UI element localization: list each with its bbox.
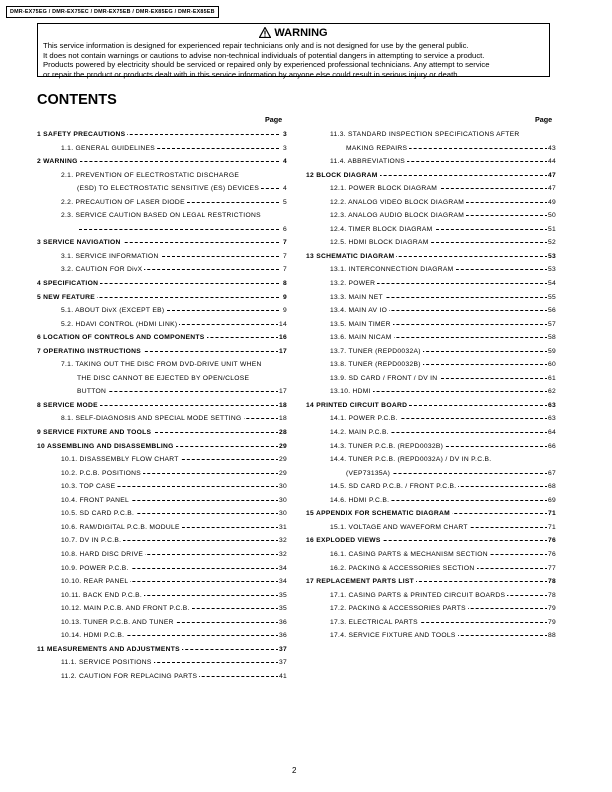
toc-entry[interactable] [306,521,556,535]
toc-entry[interactable] [306,358,556,372]
toc-entry-page: 62 [547,385,556,399]
model-header: DMR-EX75EG / DMR-EX75EC / DMR-EX75EB / DMR-EX85EG / DMR-EX85EB [6,6,219,18]
toc-entry[interactable] [37,304,287,318]
toc-entry-title: 14.6. HDMI P.C.B. [330,494,391,508]
toc-entry-page: 3 [282,128,287,142]
toc-entry-page: 71 [547,521,556,535]
toc-entry-title: 12.1. POWER BLOCK DIAGRAM [330,182,439,196]
toc-entry-page: 37 [278,643,287,657]
toc-entry-title: 3.1. SERVICE INFORMATION [61,250,161,264]
toc-entry-title: 10.6. RAM/DIGITAL P.C.B. MODULE [61,521,182,535]
toc-entry[interactable] [306,589,556,603]
toc-entry[interactable] [37,440,287,454]
toc-entry[interactable] [306,345,556,359]
toc-entry-title: 14 PRINTED CIRCUIT BOARD [306,399,409,413]
toc-entry-page: 37 [278,656,287,670]
toc-entry[interactable] [37,629,287,643]
toc-entry[interactable] [37,399,287,413]
toc-entry[interactable] [306,534,556,548]
toc-entry[interactable] [37,412,287,426]
toc-entry[interactable] [37,358,287,372]
toc-entry-page: 36 [278,616,287,630]
toc-entry[interactable] [306,250,556,264]
toc-entry[interactable] [306,209,556,223]
toc-entry-page: 32 [278,534,287,548]
toc-entry-page: 53 [547,250,556,264]
toc-entry-page: 55 [547,291,556,305]
toc-entry[interactable] [37,331,287,345]
warning-line: This service information is designed for experienced repair technicians only and is not designed for use by the general public. [43,41,469,50]
toc-entry[interactable] [37,142,287,156]
toc-entry[interactable] [37,480,287,494]
toc-entry-title: 3 SERVICE NAVIGATION [37,236,123,250]
toc-entry[interactable] [37,236,287,250]
toc-entry-page: 79 [547,602,556,616]
toc-entry-page: 3 [282,142,287,156]
toc-entry-page: 54 [547,277,556,291]
toc-entry[interactable] [306,494,556,508]
toc-left-column [37,128,287,683]
toc-entry[interactable] [37,372,287,386]
toc-entry-page: 79 [547,616,556,630]
toc-entry-page: 78 [547,575,556,589]
toc-entry[interactable] [37,196,287,210]
toc-entry-title: 4 SPECIFICATION [37,277,100,291]
toc-entry-title: 17.3. ELECTRICAL PARTS [330,616,420,630]
toc-entry-page: 32 [278,548,287,562]
page-column-label-right: Page [535,115,553,124]
toc-entry[interactable] [306,196,556,210]
toc-entry-title: (VEP73135A) [346,467,392,481]
warning-text [38,41,549,80]
toc-entry-page: 59 [547,345,556,359]
toc-entry[interactable] [37,345,287,359]
toc-entry-title: 11.4. ABBREVIATIONS [330,155,407,169]
toc-entry[interactable] [37,467,287,481]
toc-entry-title: 5.1. ABOUT DivX (EXCEPT EB) [61,304,166,318]
toc-entry-title: 10.11. BACK END P.C.B. [61,589,144,603]
toc-entry-title: 13.6. MAIN NICAM [330,331,394,345]
toc-entry[interactable] [37,616,287,630]
toc-entry-page: 60 [547,358,556,372]
toc-entry-title: 1.1. GENERAL GUIDELINES [61,142,157,156]
toc-entry[interactable] [37,534,287,548]
page-column-label-left: Page [265,115,283,124]
toc-entry-page: 56 [547,304,556,318]
toc-entry-page: 76 [547,534,556,548]
toc-entry[interactable] [306,169,556,183]
warning-title: WARNING [274,27,328,39]
toc-entry-title: 7 OPERATING INSTRUCTIONS [37,345,143,359]
toc-entry-page: 29 [278,440,287,454]
toc-entry-page: 34 [278,562,287,576]
toc-entry-page: 44 [547,155,556,169]
toc-entry-title: 10.2. P.C.B. POSITIONS [61,467,143,481]
contents-title: CONTENTS [37,92,117,108]
toc-entry-title: 2 WARNING [37,155,80,169]
toc-entry-title: 12.5. HDMI BLOCK DIAGRAM [330,236,431,250]
toc-entry-title: 10.5. SD CARD P.C.B. [61,507,136,521]
toc-entry[interactable] [37,656,287,670]
toc-entry-title: 10.14. HDMI P.C.B. [61,629,126,643]
toc-entry-page: 18 [278,399,287,413]
toc-entry-title: 14.5. SD CARD P.C.B. / FRONT P.C.B. [330,480,458,494]
toc-entry-title: 13.2. POWER [330,277,377,291]
toc-entry-title: 10.4. FRONT PANEL [61,494,131,508]
toc-entry-page: 41 [278,670,287,684]
toc-entry-page: 52 [547,236,556,250]
toc-entry-title: 15.1. VOLTAGE AND WAVEFORM CHART [330,521,470,535]
toc-entry-title: 17.2. PACKING & ACCESSORIES PARTS [330,602,468,616]
toc-entry-title: 11.2. CAUTION FOR REPLACING PARTS [61,670,199,684]
toc-entry-page: 58 [547,331,556,345]
toc-entry[interactable] [37,223,287,237]
toc-entry[interactable] [37,494,287,508]
toc-entry-title: 16.2. PACKING & ACCESSORIES SECTION [330,562,477,576]
toc-entry[interactable] [37,385,287,399]
toc-entry-title: 17.1. CASING PARTS & PRINTED CIRCUIT BOARDS [330,589,507,603]
toc-entry[interactable] [37,182,287,196]
toc-leader [79,229,279,230]
toc-right-column [306,128,556,643]
toc-entry-page: 18 [278,412,287,426]
toc-entry-page: 77 [547,562,556,576]
toc-entry[interactable] [37,548,287,562]
toc-entry[interactable] [306,426,556,440]
toc-entry-page: 5 [282,196,287,210]
toc-entry[interactable] [37,155,287,169]
toc-entry-title: 10.10. REAR PANEL [61,575,130,589]
toc-entry-title: 15 APPENDIX FOR SCHEMATIC DIAGRAM [306,507,452,521]
toc-entry-page: 9 [282,304,287,318]
toc-entry-title: 16.1. CASING PARTS & MECHANISM SECTION [330,548,490,562]
toc-entry[interactable] [306,480,556,494]
toc-entry[interactable] [306,453,556,467]
toc-entry-page: 64 [547,426,556,440]
warning-box [37,23,550,80]
toc-entry-page: 47 [547,182,556,196]
toc-entry[interactable] [306,575,556,589]
toc-entry[interactable] [306,629,556,643]
warning-line: or repair the product or products dealt with in this service information by anyone else could result in serious injury or death. [43,70,460,80]
toc-entry-title: 13.5. MAIN TIMER [330,318,393,332]
toc-entry[interactable] [37,562,287,576]
toc-entry-title: 13.8. TUNER (REPD0032B) [330,358,423,372]
toc-entry-page: 17 [278,345,287,359]
toc-entry[interactable] [306,304,556,318]
toc-entry-title: 13.1. INTERCONNECTION DIAGRAM [330,263,456,277]
toc-entry[interactable] [306,616,556,630]
toc-entry[interactable] [37,426,287,440]
toc-entry[interactable] [306,291,556,305]
toc-entry[interactable] [37,575,287,589]
toc-entry[interactable] [37,589,287,603]
warning-title-row [38,27,549,40]
toc-entry-page: 63 [547,412,556,426]
toc-entry[interactable] [37,643,287,657]
toc-entry[interactable] [306,142,556,156]
toc-entry[interactable] [306,548,556,562]
toc-entry-title: 12.4. TIMER BLOCK DIAGRAM [330,223,435,237]
toc-entry-title: 13.7. TUNER (REPD0032A) [330,345,423,359]
toc-entry[interactable] [37,318,287,332]
toc-entry[interactable] [306,223,556,237]
toc-entry[interactable] [37,263,287,277]
toc-entry-page: 67 [547,467,556,481]
toc-entry-title: 14.4. TUNER P.C.B. (REPD0032A) / DV IN P.C.B. [330,453,493,467]
toc-entry-page: 34 [278,575,287,589]
toc-entry[interactable] [306,507,556,521]
toc-entry-title: 6 LOCATION OF CONTROLS AND COMPONENTS [37,331,207,345]
toc-entry-title: 2.2. PRECAUTION OF LASER DIODE [61,196,187,210]
toc-leader [79,391,279,392]
toc-entry-title: 10.3. TOP CASE [61,480,117,494]
toc-entry[interactable] [306,263,556,277]
toc-entry-page: 29 [278,453,287,467]
toc-entry-title: 5.2. HDAVI CONTROL (HDMI LINK) [61,318,179,332]
toc-entry-page: 47 [547,169,556,183]
toc-entry-title: (ESD) TO ELECTROSTATIC SENSITIVE (ES) DEVICES [77,182,261,196]
toc-entry-title: 17 REPLACEMENT PARTS LIST [306,575,416,589]
warning-line: It does not contain warnings or cautions to advise non-technical individuals of potential dangers in attempting to service a product. [43,50,485,60]
toc-entry-page: 76 [547,548,556,562]
toc-entry-page: 14 [278,318,287,332]
toc-entry-page: 36 [278,629,287,643]
toc-entry-title: MAKING REPAIRS [346,142,409,156]
toc-entry-page: 78 [547,589,556,603]
toc-entry-page: 9 [282,291,287,305]
toc-entry-page: 35 [278,602,287,616]
toc-entry[interactable] [306,318,556,332]
toc-entry[interactable] [306,467,556,481]
toc-entry[interactable] [37,670,287,684]
toc-entry-title: 8 SERVICE MODE [37,399,100,413]
toc-entry-title: 10.12. MAIN P.C.B. AND FRONT P.C.B. [61,602,192,616]
toc-entry-page: 66 [547,440,556,454]
toc-entry-page: 71 [547,507,556,521]
toc-entry-page: 69 [547,494,556,508]
toc-entry[interactable] [37,250,287,264]
toc-entry-title: 13.10. HDMI [330,385,373,399]
toc-entry-title: 5 NEW FEATURE [37,291,97,305]
toc-entry-title: 10.13. TUNER P.C.B. AND TUNER [61,616,176,630]
toc-entry[interactable] [306,182,556,196]
toc-entry-page: 30 [278,480,287,494]
toc-entry[interactable] [37,453,287,467]
toc-entry-page: 49 [547,196,556,210]
toc-entry-title: 3.2. CAUTION FOR DivX [61,263,144,277]
toc-entry[interactable] [37,169,287,183]
toc-entry-page: 30 [278,494,287,508]
toc-entry-title: 10 ASSEMBLING AND DISASSEMBLING [37,440,176,454]
toc-entry-page: 7 [282,263,287,277]
toc-entry-title: 10.8. HARD DISC DRIVE [61,548,145,562]
toc-entry-page: 68 [547,480,556,494]
toc-entry-title: 17.4. SERVICE FIXTURE AND TOOLS [330,629,458,643]
toc-entry[interactable] [37,521,287,535]
toc-entry-title: 14.2. MAIN P.C.B. [330,426,391,440]
toc-entry-page: 16 [278,331,287,345]
toc-entry-title: 13.9. SD CARD / FRONT / DV IN [330,372,439,386]
toc-entry-page: 88 [547,629,556,643]
toc-entry-title: 12.2. ANALOG VIDEO BLOCK DIAGRAM [330,196,466,210]
toc-entry-page: 6 [282,223,287,237]
toc-entry-page: 29 [278,467,287,481]
toc-entry-title: 13.3. MAIN NET [330,291,385,305]
toc-entry-page: 31 [278,521,287,535]
toc-entry-page: 57 [547,318,556,332]
toc-entry[interactable] [306,155,556,169]
toc-entry-page: 4 [282,155,287,169]
toc-entry-title: 2.1. PREVENTION OF ELECTROSTATIC DISCHARGE [61,169,241,183]
toc-entry-title: BUTTON [77,385,108,399]
toc-entry-page: 50 [547,209,556,223]
toc-entry-page: 30 [278,507,287,521]
toc-entry-title: 13.4. MAIN AV IO [330,304,389,318]
page-number: 2 [292,766,297,775]
toc-entry[interactable] [37,209,287,223]
toc-entry-page: 51 [547,223,556,237]
toc-entry-page: 17 [278,385,287,399]
toc-entry-title: 8.1. SELF-DIAGNOSIS AND SPECIAL MODE SETTING [61,412,244,426]
toc-entry[interactable] [306,412,556,426]
toc-entry-title: 16 EXPLODED VIEWS [306,534,383,548]
toc-entry-page: 8 [282,277,287,291]
toc-entry-page: 43 [547,142,556,156]
toc-entry-title: 2.3. SERVICE CAUTION BASED ON LEGAL RESTRICTIONS [61,209,263,223]
toc-entry[interactable] [37,291,287,305]
toc-entry-title: 9 SERVICE FIXTURE AND TOOLS [37,426,153,440]
toc-entry-title: 11.1. SERVICE POSITIONS [61,656,154,670]
toc-entry-title: 1 SAFETY PRECAUTIONS [37,128,127,142]
toc-entry-page: 61 [547,372,556,386]
toc-entry-page: 7 [282,250,287,264]
toc-entry-title: 12 BLOCK DIAGRAM [306,169,380,183]
toc-entry[interactable] [306,128,556,142]
toc-entry[interactable] [306,399,556,413]
toc-entry-title: 11.3. STANDARD INSPECTION SPECIFICATIONS AFTER [330,128,522,142]
toc-entry[interactable] [37,602,287,616]
toc-entry[interactable] [306,331,556,345]
toc-entry-page: 28 [278,426,287,440]
toc-entry-title: 10.7. DV IN P.C.B. [61,534,123,548]
toc-entry-page: 4 [282,182,287,196]
toc-entry[interactable] [306,440,556,454]
toc-entry[interactable] [306,602,556,616]
toc-entry-title: 10.1. DISASSEMBLY FLOW CHART [61,453,181,467]
toc-entry-page: 35 [278,589,287,603]
toc-entry-title: 13 SCHEMATIC DIAGRAM [306,250,396,264]
toc-entry-title: 12.3. ANALOG AUDIO BLOCK DIAGRAM [330,209,466,223]
toc-entry-page: 7 [282,236,287,250]
toc-entry[interactable] [306,372,556,386]
toc-entry-page: 63 [547,399,556,413]
toc-entry-title: 11 MEASUREMENTS AND ADJUSTMENTS [37,643,182,657]
toc-entry[interactable] [37,277,287,291]
warning-triangle-icon [259,27,271,38]
toc-entry[interactable] [306,385,556,399]
toc-entry-title: 14.1. POWER P.C.B. [330,412,400,426]
toc-entry-title: 10.9. POWER P.C.B. [61,562,131,576]
toc-entry-title: 7.1. TAKING OUT THE DISC FROM DVD-DRIVE UNIT WHEN [61,358,264,372]
toc-entry[interactable] [306,562,556,576]
warning-line: Products powered by electricity should be serviced or repaired only by experienced professional technicians. Any attempt to service [43,60,490,70]
toc-entry[interactable] [306,277,556,291]
toc-entry-page: 53 [547,263,556,277]
toc-entry-title: THE DISC CANNOT BE EJECTED BY OPEN/CLOSE [77,372,251,386]
toc-entry[interactable] [37,507,287,521]
toc-entry-title: 14.3. TUNER P.C.B. (REPD0032B) [330,440,445,454]
toc-entry[interactable] [306,236,556,250]
toc-entry[interactable] [37,128,287,142]
